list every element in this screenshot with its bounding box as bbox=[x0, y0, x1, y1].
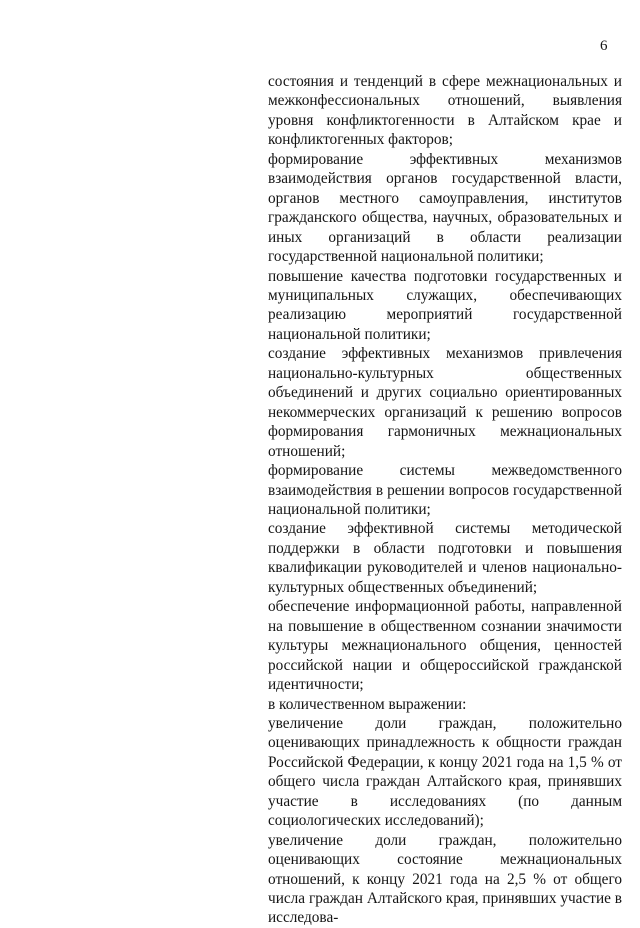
paragraph: увеличение доли граждан, положительно оценивающих принадлежность к общности граждан Российской Федерации, к концу 2021 года на 1,5 % от общего числа граждан Алтайского края, принявших участие в исследованиях (по данным социологических исследований); bbox=[268, 714, 622, 830]
paragraph: создание эффективных механизмов привлечения национально-культурных общественных объединений и других социально ориентированных некоммерческих организаций к решению вопросов формирования гармоничных межнациональных отношений; bbox=[268, 345, 622, 460]
paragraph: обеспечение информационной работы, направленной на повышение в общественном сознании значимости культуры межнационального общения, ценностей российской нации и общероссийской гражданской идентичности; bbox=[268, 598, 622, 694]
page-number: 6 bbox=[600, 38, 608, 54]
paragraph: формирование системы межведомственного взаимодействия в решении вопросов государственной национальной политики; bbox=[268, 462, 622, 518]
paragraph: формирование эффективных механизмов взаимодействия органов государственной власти, органов местного самоуправления, институтов гражданского общества, научных, образовательных и иных организаций в области реализации государственной национальной политики; bbox=[268, 150, 622, 266]
paragraph: состояния и тенденций в сфере межнациональных и межконфессиональных отношений, выявления уровня конфликтогенности в Алтайском крае и конфликтогенных факторов; bbox=[268, 73, 622, 149]
paragraph: в количественном выражении: bbox=[268, 695, 467, 713]
paragraph: создание эффективной системы методической поддержки в области подготовки и повышения квалификации руководителей и членов национально-культурных общественных объединений; bbox=[268, 520, 622, 596]
paragraph: повышение качества подготовки государственных и муниципальных служащих, обеспечивающих реализацию мероприятий государственной национальной политики; bbox=[268, 267, 622, 343]
document-body bbox=[268, 72, 622, 928]
paragraph: увеличение доли граждан, положительно оценивающих состояние межнациональных отношений, к концу 2021 года на 2,5 % от общего числа граждан Алтайского края, принявших участие в исследова- bbox=[268, 831, 622, 927]
